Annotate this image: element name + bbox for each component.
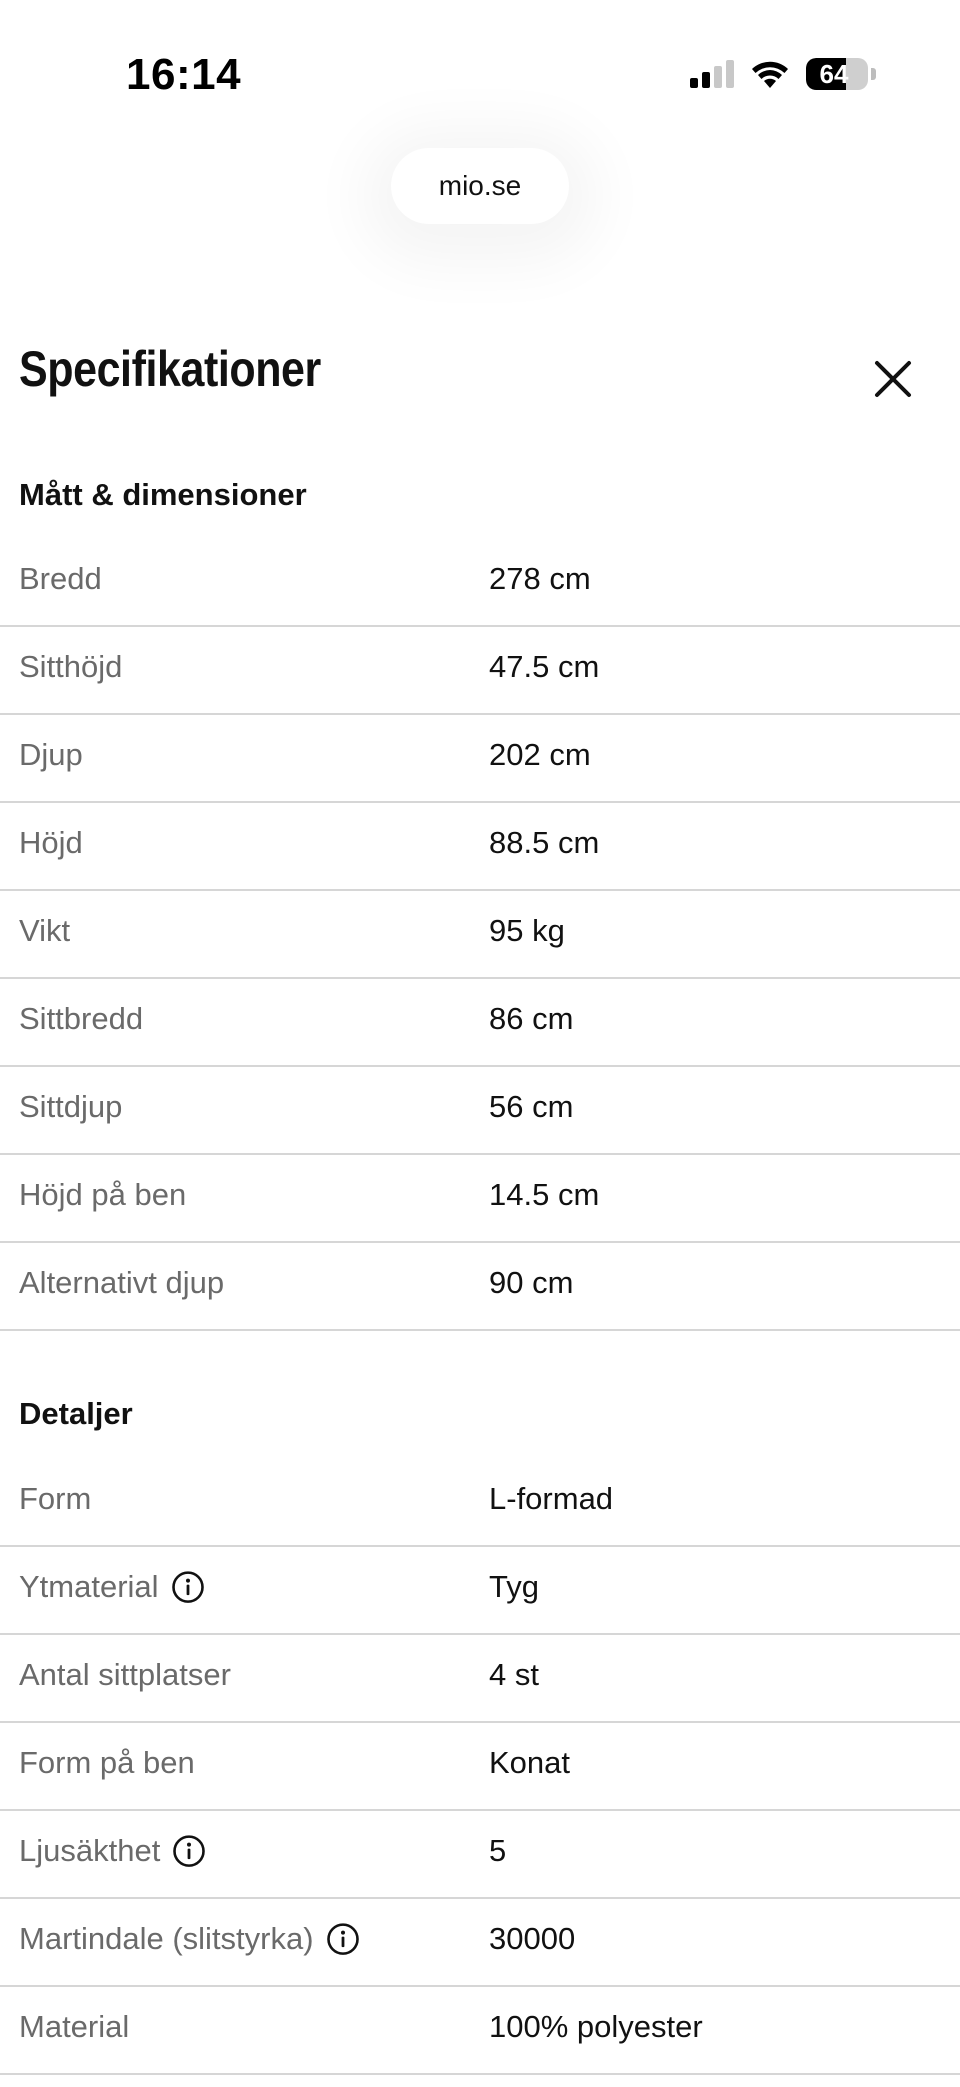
wifi-icon xyxy=(750,59,790,89)
spec-value: 14.5 cm xyxy=(489,1177,600,1213)
spec-label-text: Bredd xyxy=(19,561,102,597)
spec-value: 4 st xyxy=(489,1657,539,1693)
spec-label xyxy=(19,1481,91,1517)
details-list xyxy=(0,1459,960,2075)
spec-label xyxy=(19,1089,122,1125)
spec-label-text: Djup xyxy=(19,737,83,773)
status-icons xyxy=(690,58,876,90)
spec-label-text: Form på ben xyxy=(19,1745,195,1781)
close-icon xyxy=(868,354,918,404)
spec-value: 47.5 cm xyxy=(489,649,600,685)
spec-row xyxy=(0,891,960,979)
status-bar xyxy=(0,0,960,150)
spec-label-text: Sittdjup xyxy=(19,1089,123,1125)
spec-row xyxy=(0,979,960,1067)
info-icon[interactable] xyxy=(171,1570,205,1604)
spec-value: 100% polyester xyxy=(489,2009,703,2045)
spec-label-text: Material xyxy=(19,2009,130,2045)
spec-row xyxy=(0,539,960,627)
spec-label xyxy=(19,1833,206,1869)
spec-value: 5 xyxy=(489,1833,507,1869)
spec-label xyxy=(19,913,70,949)
spec-row xyxy=(0,715,960,803)
url-text: mio.se xyxy=(438,170,522,201)
spec-row xyxy=(0,1155,960,1243)
spec-value: 56 cm xyxy=(489,1089,574,1125)
battery-nub xyxy=(871,68,876,80)
dimensions-list xyxy=(0,539,960,1331)
section-heading-dimensions: Mått & dimensioner xyxy=(19,477,307,512)
spec-label-text: Höjd xyxy=(19,825,83,861)
spec-label-text: Sitthöjd xyxy=(19,649,123,685)
spec-label xyxy=(19,1001,143,1037)
spec-row xyxy=(0,1067,960,1155)
spec-row xyxy=(0,1635,960,1723)
spec-label xyxy=(19,1921,360,1957)
url-bar[interactable] xyxy=(391,148,569,224)
spec-row xyxy=(0,1811,960,1899)
spec-row xyxy=(0,803,960,891)
page-title: Specifikationer xyxy=(19,341,321,397)
spec-label-text: Höjd på ben xyxy=(19,1177,187,1213)
spec-value: 30000 xyxy=(489,1921,576,1957)
spec-row xyxy=(0,1899,960,1987)
spec-label-text: Alternativt djup xyxy=(19,1265,225,1301)
cellular-signal-icon xyxy=(690,60,734,88)
spec-label xyxy=(19,561,102,597)
spec-label-text: Ytmaterial xyxy=(19,1569,159,1605)
spec-label xyxy=(19,2009,129,2045)
spec-label-text: Ljusäkthet xyxy=(19,1833,161,1869)
spec-label-text: Form xyxy=(19,1481,92,1517)
spec-label xyxy=(19,1177,186,1213)
spec-row xyxy=(0,1987,960,2075)
spec-label-text: Sittbredd xyxy=(19,1001,144,1037)
spec-value: L-formad xyxy=(489,1481,614,1517)
spec-label xyxy=(19,737,83,773)
info-icon[interactable] xyxy=(326,1922,360,1956)
battery-level: 64 xyxy=(819,58,849,89)
spec-value: 95 kg xyxy=(489,913,565,949)
spec-label-text: Martindale (slitstyrka) xyxy=(19,1921,314,1957)
section-heading-details: Detaljer xyxy=(19,1396,133,1431)
spec-value: 86 cm xyxy=(489,1001,574,1037)
spec-value: Tyg xyxy=(489,1569,539,1605)
spec-label-text: Vikt xyxy=(19,913,71,949)
spec-label-text: Antal sittplatser xyxy=(19,1657,231,1693)
spec-label xyxy=(19,1265,224,1301)
spec-row xyxy=(0,1723,960,1811)
spec-value: 278 cm xyxy=(489,561,591,597)
battery-icon xyxy=(806,58,868,90)
spec-row xyxy=(0,1547,960,1635)
spec-value: 88.5 cm xyxy=(489,825,600,861)
info-icon[interactable] xyxy=(172,1834,206,1868)
spec-value: Konat xyxy=(489,1745,571,1781)
close-button[interactable] xyxy=(868,354,918,404)
status-time: 16:14 xyxy=(126,50,242,99)
spec-row xyxy=(0,1243,960,1331)
spec-label xyxy=(19,649,122,685)
spec-label xyxy=(19,1657,231,1693)
spec-value: 90 cm xyxy=(489,1265,574,1301)
spec-value: 202 cm xyxy=(489,737,591,773)
spec-row xyxy=(0,627,960,715)
spec-label xyxy=(19,1745,195,1781)
spec-label xyxy=(19,1569,205,1605)
spec-row xyxy=(0,1459,960,1547)
spec-label xyxy=(19,825,83,861)
